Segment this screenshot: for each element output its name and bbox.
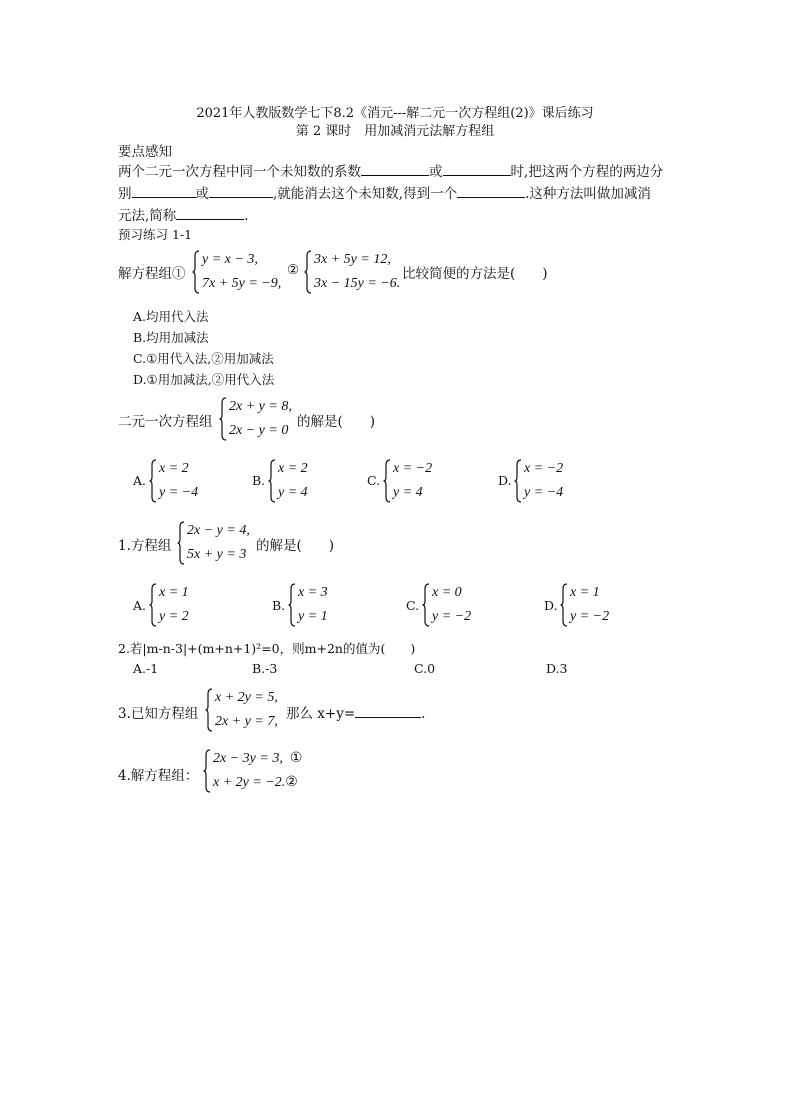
preview-q1-system-1: y = x − 3, 7x + 5y = −9, bbox=[192, 250, 281, 294]
q1-option-b-label[interactable]: B. bbox=[272, 598, 286, 613]
preview-q2-option-a-label[interactable]: A. bbox=[133, 473, 147, 488]
left-brace-icon bbox=[203, 749, 211, 793]
left-brace-icon bbox=[288, 583, 296, 627]
key-points-heading: 要点感知 bbox=[118, 144, 172, 160]
preview-q1-prefix: 解方程组① bbox=[118, 266, 186, 282]
left-brace-icon bbox=[192, 250, 200, 294]
preview-q1-option-a[interactable]: A.均用代入法 bbox=[133, 309, 209, 324]
left-brace-icon bbox=[422, 583, 430, 627]
preview-q1-mid: ② bbox=[287, 262, 300, 278]
left-brace-icon bbox=[514, 459, 522, 503]
q1-prefix: 1.方程组 bbox=[118, 538, 172, 554]
q2-option-b[interactable]: B.-3 bbox=[252, 661, 278, 676]
q2-option-c[interactable]: C.0 bbox=[414, 661, 436, 676]
blank-3[interactable] bbox=[132, 183, 196, 198]
preview-q1-system-2: 3x + 5y = 12, 3x − 15y = −6. bbox=[304, 250, 400, 294]
preview-q2-option-d[interactable]: x = −2 y = −4 bbox=[514, 459, 563, 503]
page-title: 2021年人教版数学七下8.2《消元---解二元一次方程组(2)》课后练习 bbox=[196, 106, 594, 121]
q3-suffix: 那么 x+y= . bbox=[286, 702, 425, 722]
q4-prefix: 4.解方程组： bbox=[118, 768, 199, 784]
q3-answer-blank[interactable] bbox=[355, 703, 421, 718]
page-subtitle: 第 2 课时 用加减消元法解方程组 bbox=[295, 124, 495, 139]
q1-option-c[interactable]: x = 0 y = −2 bbox=[422, 583, 471, 627]
left-brace-icon bbox=[268, 459, 276, 503]
q1-option-c-label[interactable]: C. bbox=[406, 598, 420, 613]
q3-system: x + 2y = 5, 2x + y = 7, bbox=[205, 688, 278, 732]
preview-q2-system: 2x + y = 8, 2x − y = 0 bbox=[219, 397, 292, 441]
q2-stem: 2.若|m-n-3|+(m+n+1)²=0，则m+2n的值为( ) bbox=[118, 641, 416, 656]
preview-q2-prefix: 二元一次方程组 bbox=[118, 414, 213, 430]
blank-2[interactable] bbox=[443, 161, 511, 176]
key-points-line-3: 元法,简称 . bbox=[118, 204, 249, 224]
blank-5[interactable] bbox=[457, 183, 525, 198]
left-brace-icon bbox=[383, 459, 391, 503]
left-brace-icon bbox=[219, 397, 227, 441]
blank-4[interactable] bbox=[209, 183, 273, 198]
preview-q2-option-b[interactable]: x = 2 y = 4 bbox=[268, 459, 308, 503]
preview-q2-suffix: 的解是( ) bbox=[297, 414, 376, 430]
q1-option-a[interactable]: x = 1 y = 2 bbox=[149, 583, 189, 627]
key-points-line-1: 两个二元一次方程中同一个未知数的系数 或 时,把这两个方程的两边分 bbox=[118, 160, 663, 180]
preview-q1-option-b[interactable]: B.均用加减法 bbox=[133, 330, 209, 345]
q1-option-a-label[interactable]: A. bbox=[133, 598, 147, 613]
left-brace-icon bbox=[560, 583, 568, 627]
blank-1[interactable] bbox=[361, 161, 429, 176]
left-brace-icon bbox=[149, 583, 157, 627]
preview-q2-option-a[interactable]: x = 2 y = −4 bbox=[149, 459, 198, 503]
preview-heading: 预习练习 1-1 bbox=[118, 227, 193, 242]
blank-6[interactable] bbox=[176, 205, 244, 220]
preview-q2-option-c[interactable]: x = −2 y = 4 bbox=[383, 459, 432, 503]
preview-q2-option-d-label[interactable]: D. bbox=[498, 473, 512, 488]
q1-suffix: 的解是( ) bbox=[256, 538, 335, 554]
preview-q1-suffix: 比较简便的方法是( ) bbox=[402, 266, 548, 282]
preview-q1-option-c[interactable]: C.①用代入法,②用加减法 bbox=[133, 351, 274, 366]
left-brace-icon bbox=[149, 459, 157, 503]
preview-q2-option-b-label[interactable]: B. bbox=[252, 473, 266, 488]
q1-system: 2x − y = 4, 5x + y = 3 bbox=[177, 521, 250, 565]
q2-option-a[interactable]: A.-1 bbox=[133, 661, 159, 676]
q2-option-d[interactable]: D.3 bbox=[546, 661, 568, 676]
preview-q1-option-d[interactable]: D.①用加减法,②用代入法 bbox=[133, 372, 275, 387]
left-brace-icon bbox=[205, 688, 213, 732]
q1-option-d-label[interactable]: D. bbox=[544, 598, 558, 613]
q3-prefix: 3.已知方程组 bbox=[118, 706, 199, 722]
left-brace-icon bbox=[304, 250, 312, 294]
preview-q2-option-c-label[interactable]: C. bbox=[367, 473, 381, 488]
left-brace-icon bbox=[177, 521, 185, 565]
q1-option-b[interactable]: x = 3 y = 1 bbox=[288, 583, 328, 627]
key-points-line-2: 别 或 ,就能消去这个未知数,得到一个 .这种方法叫做加减消 bbox=[118, 182, 651, 202]
q1-option-d[interactable]: x = 1 y = −2 bbox=[560, 583, 609, 627]
q4-system: 2x − 3y = 3, ① x + 2y = −2.② bbox=[203, 749, 302, 793]
